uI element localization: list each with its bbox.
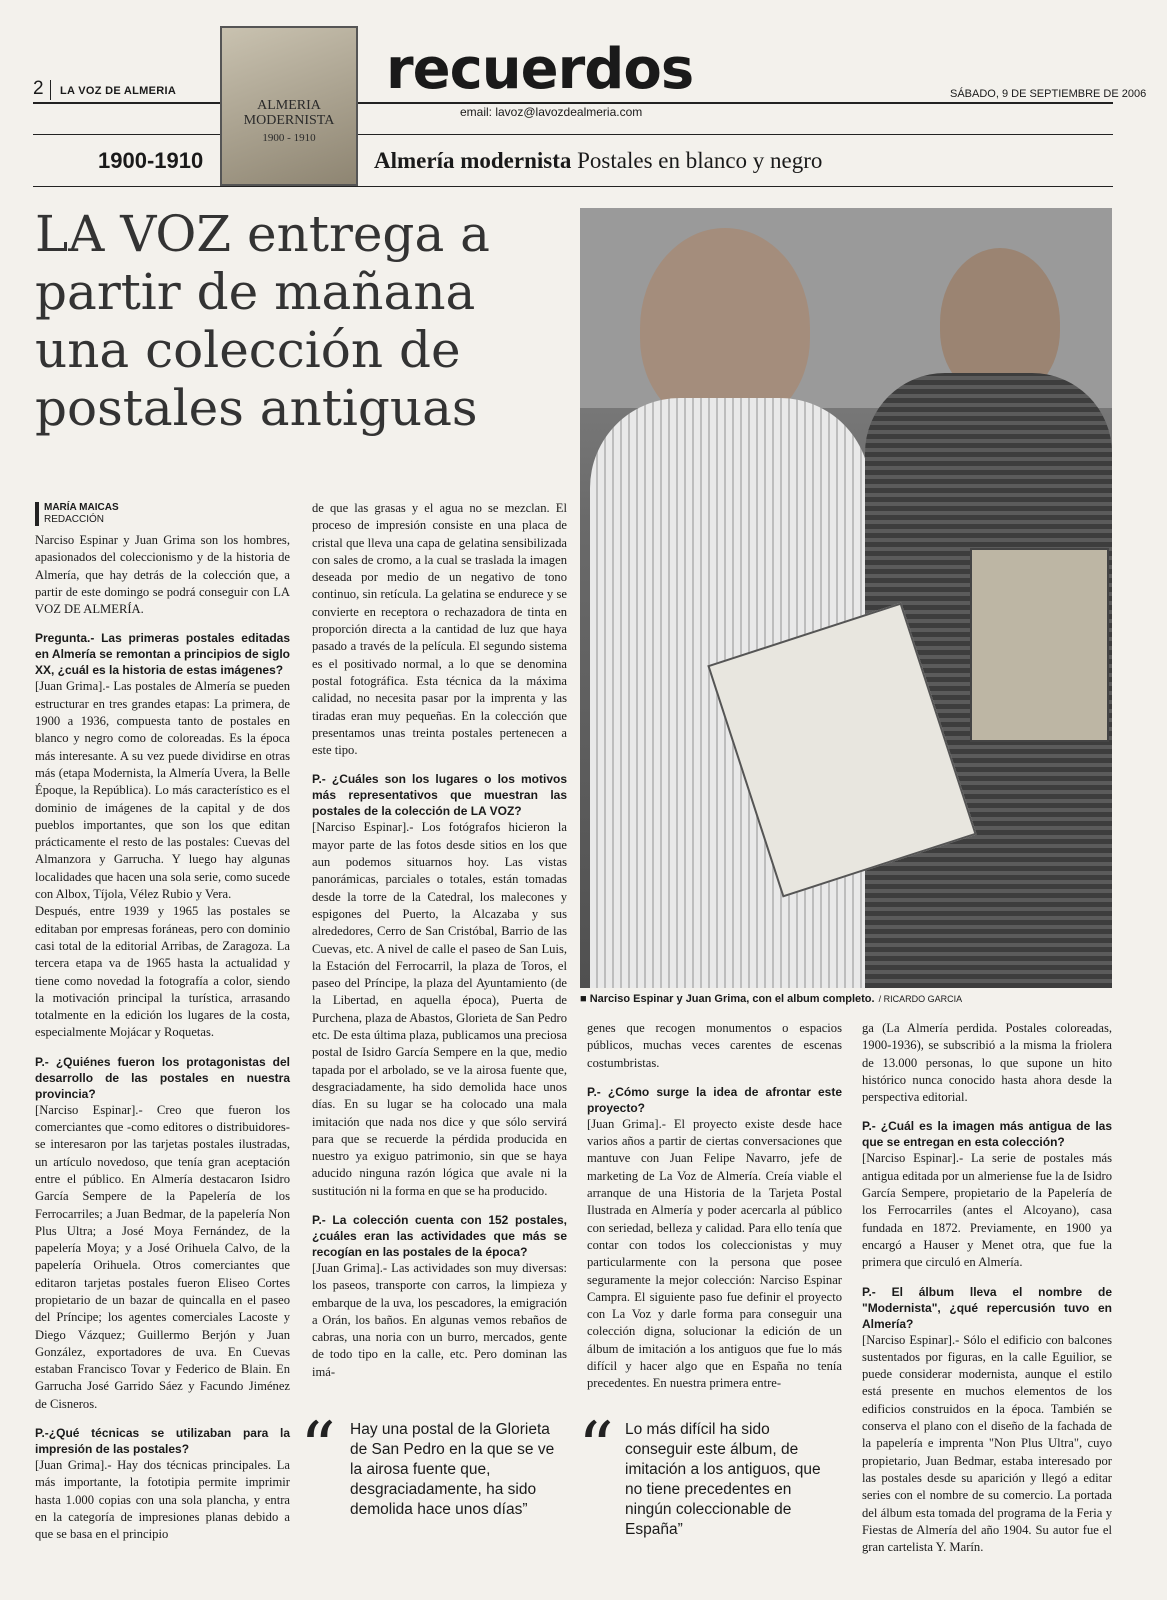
paragraph: [Juan Grima].- Las actividades son muy diversas: los paseos, transporte con carros, la limpieza y embarque de la uva, los pescadores, la emigración a Orán, los baños. En algunas vemos rebaños de cabras, una noria con un burro, mercados, gente de todo tipo en la calle, etc. Pero dominan las imá- (312, 1260, 567, 1379)
pull-quote-1: Hay una postal de la Glorieta de San Pedro en la que se ve la airosa fuente que, desgraciadamente, ha sido demolida hace unos días” (350, 1421, 555, 1518)
paper-name: LA VOZ DE ALMERIA (60, 85, 177, 97)
paragraph: [Juan Grima].- El proyecto existe desde hace varios años a partir de ciertas conversaciones que mantuve con Juan Felipe Navarro, jefe de marketing de La Voz de Almería. Creía viable el arranque de una Historia de la Tarjeta Postal Ilustrada en Almería y poder acercarla al público con seriedad, belleza y calidad. Para ello tenía que contar con todos los coleccionistas y muy particularmente con la persona que posee seguramente la mejor colección: Narciso Espinar Campra. El siguiente paso fue definir el proyecto con La Voz y darle forma para conseguir una colección digna, solucionar la edición de un álbum de imitación a los antiguos que fue lo más difícil y hacer algo que en España no tenía precedentes. En nuestra primera entre- (587, 1116, 842, 1391)
quote-mark-icon: “ (578, 1407, 614, 1489)
quote-mark-icon: “ (300, 1407, 336, 1489)
paragraph: de que las grasas y el agua no se mezclan. El proceso de impresión consiste en una placa de cristal que lleva una capa de gelatina sensibilizada con sales de cromo, a la cual se traslada la imagen deseada por medio de un negativo de tono continuo, sin retícula. La gelatina se endurece y se convierte en receptora o rechazadora de tinta en proporción directa a la cantidad de luz que haya pasado a través de la película. El segundo sistema es el positivado normal, a lo que se denomina postal fotográfica. Esta técnica da la máxima calidad, no necesita pasar por la imprenta y las tiradas eran muy pequeñas. En la colección que presentamos unas treinta postales pertenecen a este tipo. (312, 501, 567, 758)
paragraph: [Juan Grima].- Las postales de Almería se pueden estructurar en tres grandes etapas: La primera, de 1900 a 1936, compuesta tanto de postales en blanco y negro como de coloreadas. Es la época más interesante. A su vez puede dividirse en otras más (etapa Modernista, la Almería Uvera, la Belle Époque, la República). Lo más característico es el dominio de imágenes de la capital y de dos pueblos importantes, que son los que editan prácticamente el resto de las postales: Cuevas del Almanzora y Garrucha. Y luego hay algunas localidades que hacen una sola serie, como sucede con Albox, Tíjola, Vélez Rubio y Vera. (35, 679, 290, 902)
kicker-bold: Almería modernista (374, 148, 572, 173)
photo-caption: ■ Narciso Espinar y Juan Grima, con el album completo. / RICARDO GARCIA (580, 993, 963, 1005)
book-cover-years: 1900 - 1910 (262, 132, 316, 144)
photo-credit: / RICARDO GARCIA (878, 994, 963, 1004)
section-title: recuerdos (386, 37, 694, 102)
book-cover-image (220, 26, 358, 186)
question-heading: P.-¿Qué técnicas se utilizaban para la impresión de las postales? (35, 1426, 290, 1457)
article-column-1 (35, 532, 290, 1544)
question-heading: P.- La colección cuenta con 152 postales, ¿cuáles eran las actividades que más se recogían en las postales de la época? (312, 1212, 567, 1259)
paragraph: [Narciso Espinar].- Los fotógrafos hicieron la mayor parte de las fotos desde sitios en los que aun podemos situarnos hoy. Las vistas panorámicas, parciales o totales, están tomadas desde la torre de la Catedral, los malecones y espigones del Puerto, la Alcazaba y sus alrededores, Cerro de San Cristóbal, Barrio de las Cuevas, etc. A nivel de calle el paseo de San Luis, la Estación del Ferrocarril, la plaza de Toros, el paseo del Príncipe, la plaza del Ayuntamiento (de la Libertad, en aquella época), Puerta de Purchena, plaza de Abastos, Glorieta de San Pedro etc. De esta última plaza, publicamos una preciosa postal de Isidro García Sempere en la que, medio tapada por el arbolado, se ve la airosa fuente que, desgraciadamente, ha sido demolida hace unos días. En su lugar se ha colocado una mala imitación que nada nos dice y que sólo servirá para que se recuerde la pérdida producida en nuestro ya exiguo patrimonio, sin que se haya aducido ninguna razón lógica que avale ni la sustitución ni la forma en que se ha producido. (312, 820, 567, 1198)
paragraph: [Narciso Espinar].- Sólo el edificio con balcones sustentados por figuras, en la calle Eguilior, se puede considerar modernista, aunque el estilo está presente en muchos elementos de los edificios construidos en la época. También se conserva el plano con el diseño de la fachada de la papelería e imprenta "Non Plus Ultra", cuyo propietario, Juan Bedmar, estaba interesado por las postales desde su aparición y llegó a editar series con el nombre de su comercio. La portada del álbum esta tomada del programa de la Feria y Fiestas de Almería del año 1904. Su autor fue el gran cartelista Y. Marín. (862, 1332, 1112, 1555)
issue-date: SÁBADO, 9 DE SEPTIEMBRE DE 2006 (950, 88, 1147, 100)
photo-book (970, 548, 1109, 742)
header-rule (33, 102, 1113, 104)
byline (35, 502, 119, 526)
headline-line: LA VOZ entrega a (35, 205, 490, 263)
paragraph: [Juan Grima].- Hay dos técnicas principales. La más importante, la fototipia permite imprimir hasta 1.000 copias con una sola plancha, y entra en la categoría de impresiones planas debido a que se basa en el principio (35, 1458, 290, 1542)
headline-line: partir de mañana (35, 263, 476, 321)
article-column-4 (862, 1020, 1112, 1556)
paragraph: [Narciso Espinar].- La serie de postales más antigua editada por un almeriense fue la de Isidro García Sempere, propietario de la Papelería de los Ferrocarriles (antes el Alcoyano), casa fundada en 1872. Previamente, en 1900 ya encargó a Hauser y Menet otra, que fue la primera que circuló en Almería. (862, 1151, 1112, 1270)
article-photo (580, 208, 1112, 988)
headline-line: una colección de (35, 321, 461, 379)
author-role: REDACCIÓN (44, 514, 105, 525)
question-heading: P.- ¿Quiénes fueron los protagonistas del desarrollo de las postales en nuestra provincia? (35, 1054, 290, 1101)
article-column-2 (312, 500, 567, 1381)
pull-quote-2: Lo más difícil ha sido conseguir este álbum, de imitación a los antiguos, que no tiene precedentes en ningún coleccionable de España” (625, 1421, 821, 1538)
question-heading: P.- ¿Cuáles son los lugares o los motivos más representativos que muestran las postales de la colección de LA VOZ? (312, 772, 567, 819)
section-email: email: lavoz@lavozdealmeria.com (460, 105, 643, 119)
paragraph: genes que recogen monumentos o espacios públicos, muchas veces carentes de escenas costumbristas. (587, 1021, 842, 1070)
caption-text: Narciso Espinar y Juan Grima, con el album completo. (589, 993, 875, 1005)
paragraph: ga (La Almería perdida. Postales coloreadas, 1900-1936), se subscribió a la misma la friolera de 13.000 personas, lo que supone un hito histórico nunca conocido hasta ahora desde la perspectiva editorial. (862, 1021, 1112, 1105)
paragraph: Narciso Espinar y Juan Grima son los hombres, apasionados del coleccionismo y de la historia de Almería, que hay detrás de la colección que, a partir de este domingo se podrá conseguir con LA VOZ DE ALMERÍA. (35, 533, 290, 617)
folio-divider (50, 80, 51, 100)
series-kicker (374, 148, 822, 174)
kicker-rule (33, 186, 1113, 187)
paragraph: Después, entre 1939 y 1965 las postales se editaban por empresas foráneas, pero con dominio casi total de la editorial Arribas, de Zaragoza. La tercera etapa va de 1965 hasta la actualidad y tiene como novedad la fotografía a color, siendo la motivación principal la turística, arrasando totalmente en la edición los lugares de la costa, especialmente Mojácar y Roquetas. (35, 904, 290, 1040)
series-years: 1900-1910 (98, 148, 204, 173)
question-heading: P.- El álbum lleva el nombre de "Modernista", ¿qué repercusión tuvo en Almería? (862, 1284, 1112, 1331)
question-heading: Pregunta.- Las primeras postales editadas en Almería se remontan a principios de siglo XX, ¿cuál es la historia de estas imágenes? (35, 631, 290, 678)
author-name: MARÍA MAICAS (44, 502, 119, 513)
paragraph: [Narciso Espinar].- Creo que fueron los comerciantes que -como editores o distribuidores- se interesaron por las tarjetas postales ilustradas, un artículo novedoso, que tenía gran aceptación entre el público. En Almería destacaron Isidro García Sempere de la Papelería de los Ferrocarriles; a Juan Bedmar, de la papelería Non Plus Ultra; a José Moya Fernández, de la papelería Moya; y a José Orihuela Calvo, de la papelería Orihuela. Otros comerciantes que editaron tarjetas postales fueron Eliseo Cortes propietario de un bazar de quincalla en el paseo del Príncipe; los agentes comerciales Lacoste y Diego Vázquez; Guillermo Berjón y Juan González, exportadores de uva. En Cuevas estaban Francisco Tovar y Federico de Blain. En Garrucha José Garrido Sáez y Facundo Jiménez de Cisneros. (35, 1102, 290, 1411)
headline (35, 205, 580, 437)
page-number: 2 (33, 78, 44, 99)
headline-line: postales antiguas (35, 379, 478, 437)
question-heading: P.- ¿Cómo surge la idea de afrontar este proyecto? (587, 1084, 842, 1115)
article-column-3 (587, 1020, 842, 1393)
header-rule-lower (33, 134, 1113, 135)
kicker-light: Postales en blanco y negro (577, 148, 823, 173)
book-cover-title: ALMERIA MODERNISTA (243, 98, 335, 128)
question-heading: P.- ¿Cuál es la imagen más antigua de las que se entregan en esta colección? (862, 1119, 1112, 1150)
